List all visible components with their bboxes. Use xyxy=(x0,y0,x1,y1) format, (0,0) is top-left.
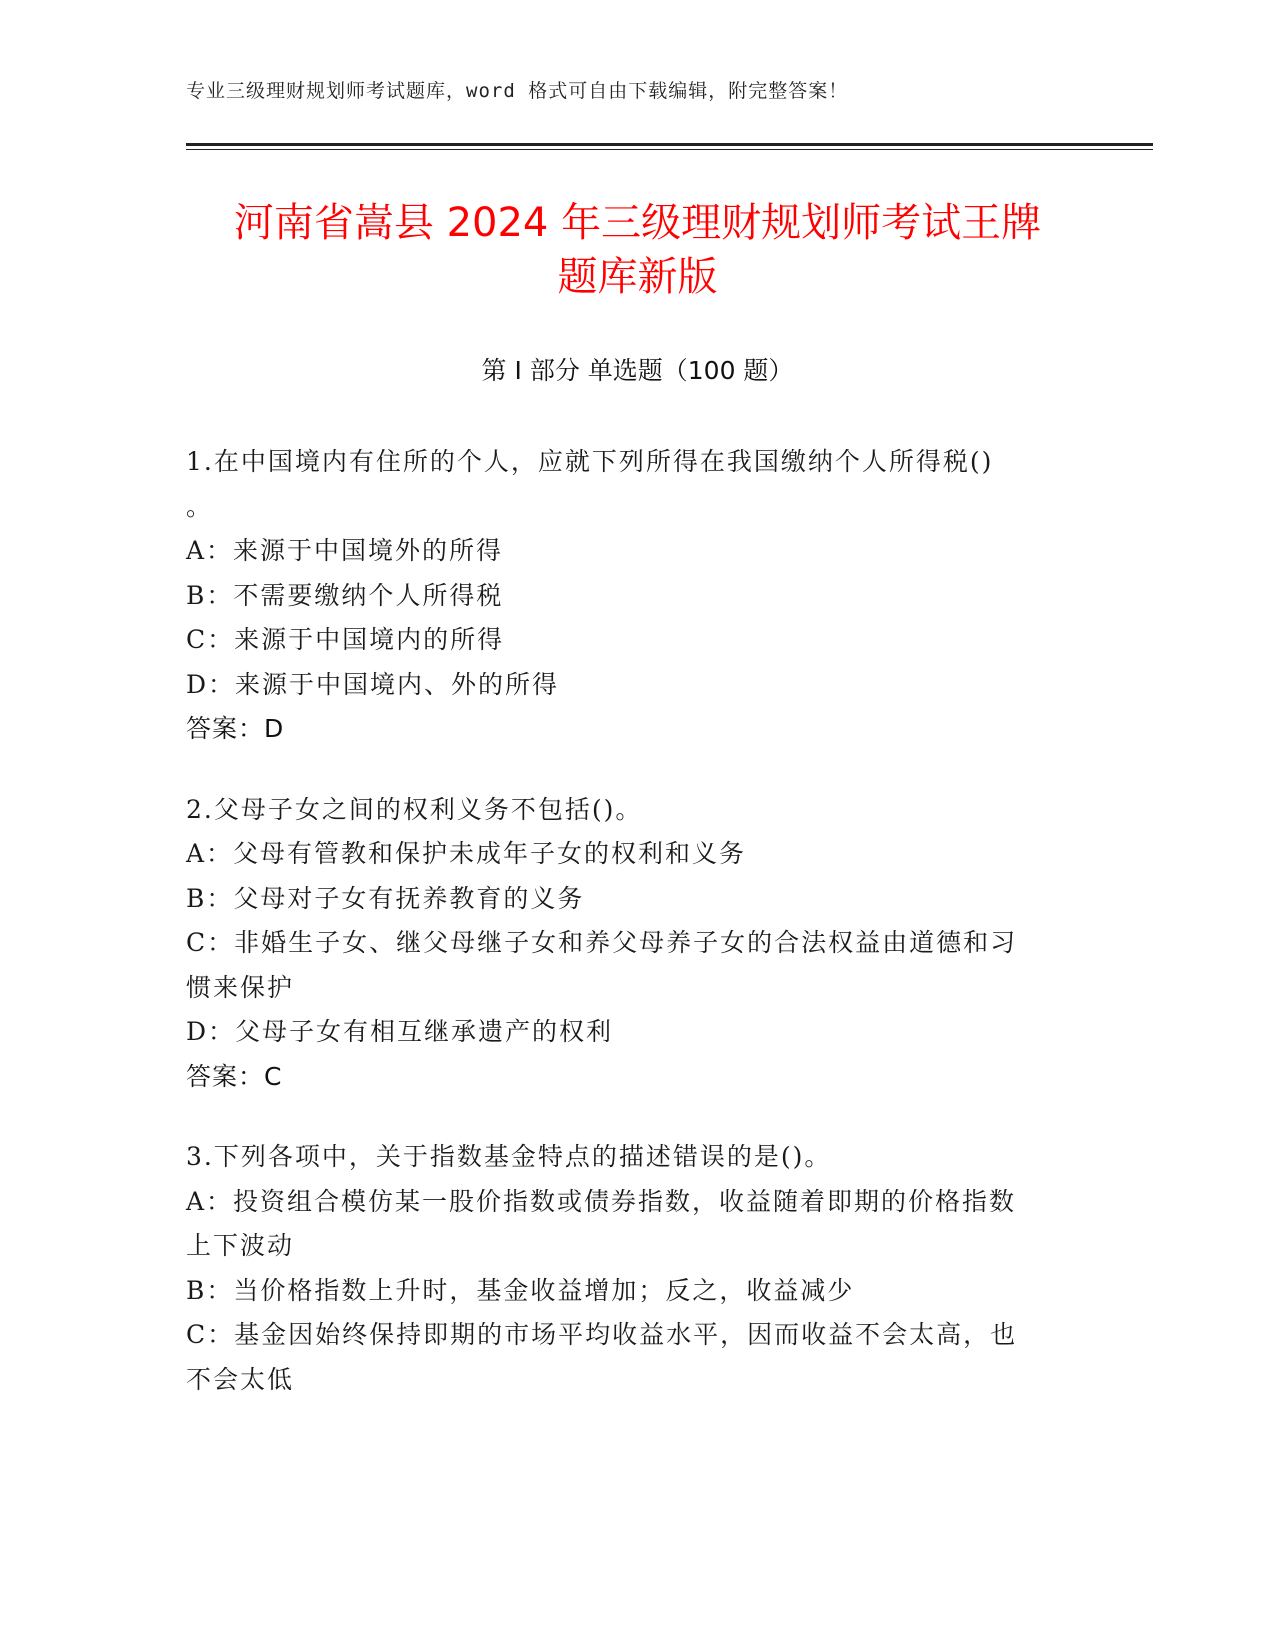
option-c: C：来源于中国境内的所得 xyxy=(186,625,505,654)
option-b: B：当价格指数上升时，基金收益增加；反之，收益减少 xyxy=(186,1275,855,1305)
option-d: D：来源于中国境内、外的所得 xyxy=(186,669,560,699)
question-3 xyxy=(186,1135,1076,1402)
option-c-continued: 惯来保护 xyxy=(186,972,295,1002)
question-2 xyxy=(186,788,1076,1100)
document-title-line2: 题库新版 xyxy=(557,254,718,300)
question-stem: 1.在中国境内有住所的个人，应就下列所得在我国缴纳个人所得税() xyxy=(186,447,994,476)
option-b: B：不需要缴纳个人所得税 xyxy=(186,580,504,610)
answer: 答案：C xyxy=(186,1061,283,1091)
option-a: A：来源于中国境外的所得 xyxy=(186,536,504,565)
option-a: A：父母有管教和保护未成年子女的权利和义务 xyxy=(186,839,747,868)
question-1 xyxy=(186,440,1076,752)
header-divider-thick xyxy=(186,143,1153,146)
option-c: C：非婚生子女、继父母继子女和养父母养子女的合法权益由道德和习 xyxy=(186,928,1018,957)
question-stem: 2.父母子女之间的权利义务不包括()。 xyxy=(186,794,643,824)
header-divider-thin xyxy=(186,149,1153,150)
question-list xyxy=(186,440,1076,1438)
document-title xyxy=(186,196,1089,304)
header-note: 专业三级理财规划师考试题库，word 格式可自由下载编辑，附完整答案！ xyxy=(186,80,849,102)
option-c-continued: 不会太低 xyxy=(186,1364,295,1394)
option-a-continued: 上下波动 xyxy=(186,1231,295,1260)
question-stem: 3.下列各项中，关于指数基金特点的描述错误的是()。 xyxy=(186,1142,832,1171)
option-c: C：基金因始终保持即期的市场平均收益水平，因而收益不会太高，也 xyxy=(186,1320,1018,1349)
option-a: A：投资组合模仿某一股价指数或债券指数，收益随着即期的价格指数 xyxy=(186,1186,1017,1216)
option-b: B：父母对子女有抚养教育的义务 xyxy=(186,883,585,913)
option-d: D：父母子女有相互继承遗产的权利 xyxy=(186,1017,614,1046)
question-stem-continued: 。 xyxy=(186,491,214,521)
document-title-line1: 河南省嵩县 2024 年三级理财规划师考试王牌 xyxy=(233,200,1042,246)
section-heading: 第 I 部分 单选题（100 题） xyxy=(481,356,794,385)
answer: 答案：D xyxy=(186,714,285,743)
